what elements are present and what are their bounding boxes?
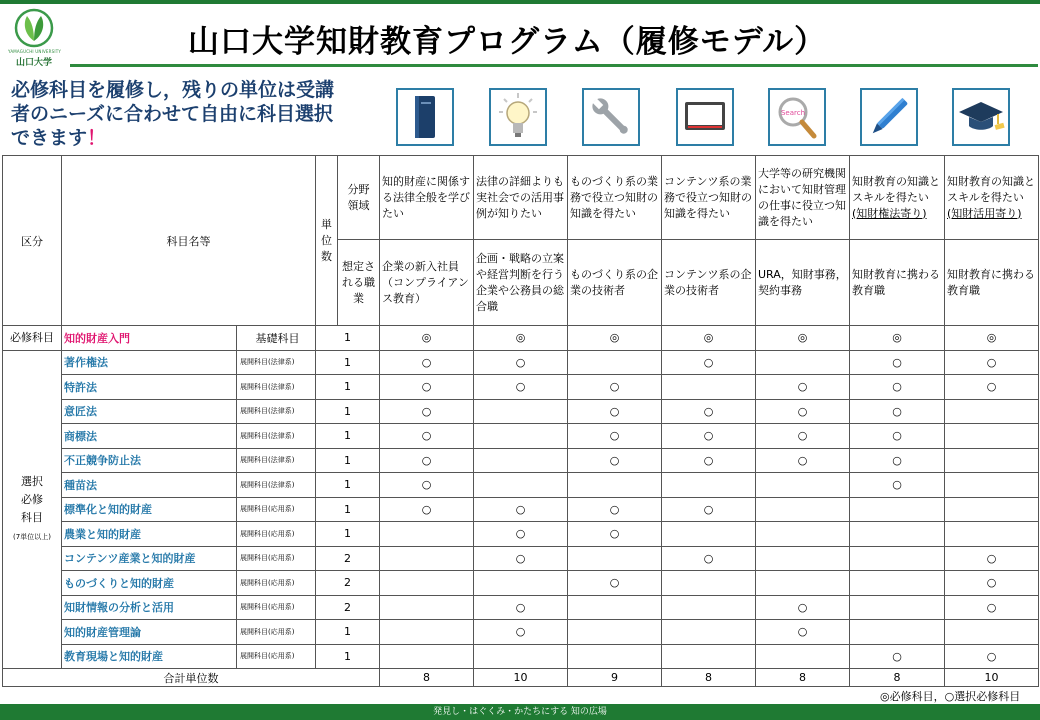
footer-bar: 発見し・はぐくみ・かたちにする 知の広場 bbox=[0, 704, 1040, 720]
mark-cell: ○ bbox=[850, 644, 945, 669]
mark-cell: ○ bbox=[568, 448, 662, 473]
mark-cell: ○ bbox=[756, 424, 850, 449]
mark-cell: ○ bbox=[945, 546, 1039, 571]
mark-cell: ○ bbox=[850, 375, 945, 400]
intro-line: 必修科目を履修し，残りの単位は受講 bbox=[11, 79, 335, 101]
subject-type: 展開科目(法律系) bbox=[237, 424, 316, 449]
occupation-cell: 知財教育に携わる教育職 bbox=[850, 240, 945, 326]
subject-type: 展開科目(応用系) bbox=[237, 497, 316, 522]
header-kubun: 区分 bbox=[3, 156, 62, 326]
mark-cell: ○ bbox=[474, 497, 568, 522]
mark-cell bbox=[380, 595, 474, 620]
mark-cell bbox=[474, 571, 568, 596]
total-cell: 8 bbox=[850, 669, 945, 687]
table-row bbox=[3, 546, 1039, 571]
elective-rows bbox=[3, 350, 1039, 669]
pen-icon bbox=[860, 88, 918, 146]
subject-type: 展開科目(法律系) bbox=[237, 473, 316, 498]
total-cell: 8 bbox=[756, 669, 850, 687]
mark-cell bbox=[662, 571, 756, 596]
mark-cell: ○ bbox=[568, 571, 662, 596]
mark-cell bbox=[568, 644, 662, 669]
mark-cell: ○ bbox=[380, 399, 474, 424]
elective-kubun bbox=[3, 350, 62, 669]
goal-cell bbox=[568, 156, 662, 240]
header-unit bbox=[316, 156, 338, 326]
subject-units: 2 bbox=[316, 546, 380, 571]
mark-cell: ○ bbox=[380, 473, 474, 498]
goal-text: 知財教育の知識とスキルを得たい bbox=[947, 174, 1035, 204]
wrench-icon bbox=[582, 88, 640, 146]
subject-type: 展開科目(応用系) bbox=[237, 595, 316, 620]
mark-cell: ○ bbox=[380, 350, 474, 375]
mark-cell: ◎ bbox=[945, 326, 1039, 351]
subject-type: 展開科目(応用系) bbox=[237, 546, 316, 571]
goal-cell bbox=[662, 156, 756, 240]
subject-units: 1 bbox=[316, 448, 380, 473]
goal-note: (知財活用寄り) bbox=[947, 206, 1022, 220]
mark-cell bbox=[568, 620, 662, 645]
subject-type: 展開科目(応用系) bbox=[237, 522, 316, 547]
mark-cell bbox=[850, 497, 945, 522]
table-row-required bbox=[3, 326, 1039, 351]
table-row bbox=[3, 497, 1039, 522]
goal-cell bbox=[380, 156, 474, 240]
mark-cell: ○ bbox=[474, 620, 568, 645]
university-logo bbox=[8, 8, 60, 66]
subject-units: 1 bbox=[316, 473, 380, 498]
mark-cell: ○ bbox=[474, 522, 568, 547]
subject-name: 農業と知的財産 bbox=[62, 522, 237, 547]
mark-cell bbox=[945, 424, 1039, 449]
total-cell: 10 bbox=[474, 669, 568, 687]
table-row bbox=[3, 350, 1039, 375]
subject-units: 1 bbox=[316, 522, 380, 547]
mark-cell bbox=[474, 424, 568, 449]
table-row bbox=[3, 448, 1039, 473]
table-row bbox=[3, 644, 1039, 669]
goal-text: 知的財産に関係する法律全般を学びたい bbox=[382, 174, 470, 220]
mark-cell bbox=[945, 473, 1039, 498]
mark-cell: ○ bbox=[474, 350, 568, 375]
subject-name: 知財情報の分析と活用 bbox=[62, 595, 237, 620]
mark-cell bbox=[568, 595, 662, 620]
logo-emblem-icon bbox=[14, 8, 54, 48]
total-cell: 8 bbox=[380, 669, 474, 687]
table-row bbox=[3, 375, 1039, 400]
occupation-cell: 知財教育に携わる教育職 bbox=[945, 240, 1039, 326]
mark-cell: ○ bbox=[568, 375, 662, 400]
subject-type: 展開科目(法律系) bbox=[237, 375, 316, 400]
subject-name: 教育現場と知的財産 bbox=[62, 644, 237, 669]
page-title: 山口大学知財教育プログラム（履修モデル） bbox=[188, 24, 827, 60]
mark-cell: ○ bbox=[568, 424, 662, 449]
subject-units: 1 bbox=[316, 644, 380, 669]
subject-name: 種苗法 bbox=[62, 473, 237, 498]
goal-cell bbox=[850, 156, 945, 240]
subject-name: 意匠法 bbox=[62, 399, 237, 424]
mark-cell bbox=[380, 571, 474, 596]
elective-kubun-line: 必修 bbox=[21, 492, 43, 506]
mark-cell: ○ bbox=[850, 448, 945, 473]
total-cell: 8 bbox=[662, 669, 756, 687]
mark-cell: ○ bbox=[756, 595, 850, 620]
mark-cell bbox=[474, 448, 568, 473]
subject-units: 1 bbox=[316, 350, 380, 375]
svg-text:Search: Search bbox=[780, 109, 806, 117]
total-cell: 10 bbox=[945, 669, 1039, 687]
header-field-text: 分野領域 bbox=[347, 182, 370, 212]
goal-text: コンテンツ系の業務で役立つ知財の知識を得たい bbox=[664, 174, 752, 220]
intro-text bbox=[11, 78, 371, 150]
header-unit-text: 単位数 bbox=[321, 217, 332, 263]
mark-cell: ◎ bbox=[850, 326, 945, 351]
goal-cell bbox=[945, 156, 1039, 240]
mark-cell bbox=[380, 620, 474, 645]
header-job bbox=[338, 240, 380, 326]
mark-cell bbox=[850, 522, 945, 547]
mark-cell bbox=[380, 546, 474, 571]
elective-kubun-note: (7単位以上) bbox=[13, 532, 51, 541]
mark-cell: ◎ bbox=[662, 326, 756, 351]
subject-type: 基礎科目 bbox=[237, 326, 316, 351]
mark-cell: ○ bbox=[568, 399, 662, 424]
subject-units: 1 bbox=[316, 326, 380, 351]
goal-cell bbox=[756, 156, 850, 240]
mark-cell bbox=[756, 571, 850, 596]
mark-cell: ○ bbox=[850, 350, 945, 375]
table-row bbox=[3, 620, 1039, 645]
mark-cell: ○ bbox=[474, 595, 568, 620]
mark-cell: ○ bbox=[380, 375, 474, 400]
table-row bbox=[3, 595, 1039, 620]
subject-name: 商標法 bbox=[62, 424, 237, 449]
goal-text: 知財教育の知識とスキルを得たい bbox=[852, 174, 940, 204]
magnifier-search-icon bbox=[768, 88, 826, 146]
intro-exclamation: ！ bbox=[87, 127, 107, 149]
mark-cell bbox=[568, 350, 662, 375]
mark-cell bbox=[756, 644, 850, 669]
mark-cell: ○ bbox=[662, 350, 756, 375]
table-row bbox=[3, 473, 1039, 498]
occupation-cell: 企画・戦略の立案や経営判断を行う企業や公務員の総合職 bbox=[474, 240, 568, 326]
subject-type: 展開科目(応用系) bbox=[237, 571, 316, 596]
title-underline bbox=[70, 64, 1038, 67]
mark-cell: ○ bbox=[850, 424, 945, 449]
goal-cell bbox=[474, 156, 568, 240]
mark-cell: ○ bbox=[945, 350, 1039, 375]
mark-cell bbox=[850, 595, 945, 620]
totals-row bbox=[3, 669, 1039, 687]
lightbulb-icon bbox=[489, 88, 547, 146]
subject-type: 展開科目(応用系) bbox=[237, 620, 316, 645]
intro-line-text: できます bbox=[11, 127, 88, 149]
mark-cell: ○ bbox=[945, 571, 1039, 596]
subject-units: 1 bbox=[316, 424, 380, 449]
mark-cell: ○ bbox=[380, 448, 474, 473]
subject-units: 1 bbox=[316, 399, 380, 424]
table-row bbox=[3, 424, 1039, 449]
mark-cell bbox=[474, 473, 568, 498]
mark-cell bbox=[945, 399, 1039, 424]
header-field bbox=[338, 156, 380, 240]
mark-cell bbox=[380, 522, 474, 547]
subject-units: 1 bbox=[316, 375, 380, 400]
subject-name: 特許法 bbox=[62, 375, 237, 400]
mark-cell: ○ bbox=[850, 399, 945, 424]
mark-cell bbox=[945, 522, 1039, 547]
mark-cell bbox=[945, 620, 1039, 645]
subject-type: 展開科目(法律系) bbox=[237, 448, 316, 473]
required-kubun: 必修科目 bbox=[3, 326, 62, 351]
mark-cell bbox=[945, 448, 1039, 473]
mark-cell bbox=[662, 595, 756, 620]
subject-name: コンテンツ産業と知的財産 bbox=[62, 546, 237, 571]
mark-cell: ○ bbox=[756, 620, 850, 645]
mark-cell bbox=[662, 522, 756, 547]
mark-cell bbox=[474, 644, 568, 669]
occupation-cell: コンテンツ系の企業の技術者 bbox=[662, 240, 756, 326]
top-accent-bar bbox=[0, 0, 1040, 4]
mark-cell: ○ bbox=[662, 424, 756, 449]
mark-cell bbox=[756, 350, 850, 375]
goal-text: 法律の詳細よりも実社会での活用事例が知りたい bbox=[476, 174, 564, 220]
subject-name: 知的財産入門 bbox=[62, 326, 237, 351]
logo-english-text: YAMAGUCHI UNIVERSITY bbox=[8, 49, 62, 54]
goal-note: (知財権法寄り) bbox=[852, 206, 927, 220]
subject-type: 展開科目(法律系) bbox=[237, 350, 316, 375]
mark-cell bbox=[945, 497, 1039, 522]
mark-cell bbox=[568, 473, 662, 498]
subject-name: 著作権法 bbox=[62, 350, 237, 375]
subject-name: ものづくりと知的財産 bbox=[62, 571, 237, 596]
subject-units: 1 bbox=[316, 497, 380, 522]
mark-cell: ◎ bbox=[380, 326, 474, 351]
mark-cell bbox=[850, 571, 945, 596]
mark-cell: ○ bbox=[756, 448, 850, 473]
legend-text: ◎必修科目，○選択必修科目 bbox=[880, 690, 1021, 703]
mark-cell: ○ bbox=[850, 473, 945, 498]
mark-cell: ○ bbox=[568, 497, 662, 522]
mark-cell bbox=[756, 522, 850, 547]
mark-cell: ○ bbox=[662, 448, 756, 473]
mark-cell: ○ bbox=[662, 497, 756, 522]
mark-cell: ○ bbox=[945, 595, 1039, 620]
table-row bbox=[3, 399, 1039, 424]
mark-cell: ○ bbox=[662, 399, 756, 424]
occupation-cell: 企業の新入社員（コンプライアンス教育） bbox=[380, 240, 474, 326]
book-icon bbox=[396, 88, 454, 146]
mark-cell bbox=[474, 399, 568, 424]
intro-line: 者のニーズに合わせて自由に科目選択 bbox=[11, 103, 334, 125]
header-subject: 科目名等 bbox=[62, 156, 316, 326]
logo-japanese-text: 山口大学 bbox=[15, 58, 52, 68]
mark-cell bbox=[756, 473, 850, 498]
subject-name: 知的財産管理論 bbox=[62, 620, 237, 645]
mark-cell bbox=[756, 497, 850, 522]
total-cell: 9 bbox=[568, 669, 662, 687]
mark-cell: ○ bbox=[474, 375, 568, 400]
subject-name: 不正競争防止法 bbox=[62, 448, 237, 473]
mark-cell: ○ bbox=[662, 546, 756, 571]
mark-cell: ◎ bbox=[568, 326, 662, 351]
subject-type: 展開科目(応用系) bbox=[237, 644, 316, 669]
elective-kubun-line: 選択 bbox=[21, 474, 43, 488]
mark-cell: ○ bbox=[756, 399, 850, 424]
subject-name: 標準化と知的財産 bbox=[62, 497, 237, 522]
elective-kubun-line: 科目 bbox=[21, 510, 43, 524]
subject-units: 2 bbox=[316, 571, 380, 596]
mark-cell bbox=[568, 546, 662, 571]
intro-line bbox=[11, 126, 371, 150]
mark-cell: ◎ bbox=[474, 326, 568, 351]
mark-cell: ○ bbox=[945, 644, 1039, 669]
graduation-cap-icon bbox=[952, 88, 1010, 146]
mark-cell bbox=[756, 546, 850, 571]
mark-cell: ○ bbox=[474, 546, 568, 571]
mark-cell bbox=[850, 546, 945, 571]
mark-cell: ○ bbox=[756, 375, 850, 400]
occupation-cell: ものづくり系の企業の技術者 bbox=[568, 240, 662, 326]
table-row bbox=[3, 522, 1039, 547]
table-row bbox=[3, 571, 1039, 596]
goal-text: ものづくり系の業務で役立つ知財の知識を得たい bbox=[570, 174, 658, 220]
subject-type: 展開科目(法律系) bbox=[237, 399, 316, 424]
course-model-table bbox=[2, 155, 1039, 687]
occupation-cell: URA，知財事務，契約事務 bbox=[756, 240, 850, 326]
mark-cell bbox=[380, 644, 474, 669]
mark-cell bbox=[662, 644, 756, 669]
mark-cell: ○ bbox=[568, 522, 662, 547]
subject-units: 2 bbox=[316, 595, 380, 620]
mark-cell bbox=[662, 375, 756, 400]
mark-cell: ○ bbox=[380, 497, 474, 522]
totals-label: 合計単位数 bbox=[3, 669, 380, 687]
monitor-icon bbox=[676, 88, 734, 146]
mark-cell bbox=[850, 620, 945, 645]
subject-units: 1 bbox=[316, 620, 380, 645]
goal-text: 大学等の研究機関において知財管理の仕事に役立つ知識を得たい bbox=[758, 166, 846, 228]
mark-cell: ◎ bbox=[756, 326, 850, 351]
mark-cell bbox=[662, 473, 756, 498]
mark-cell: ○ bbox=[380, 424, 474, 449]
mark-cell bbox=[662, 620, 756, 645]
mark-cell: ○ bbox=[945, 375, 1039, 400]
header-job-text: 想定される職業 bbox=[342, 259, 375, 305]
